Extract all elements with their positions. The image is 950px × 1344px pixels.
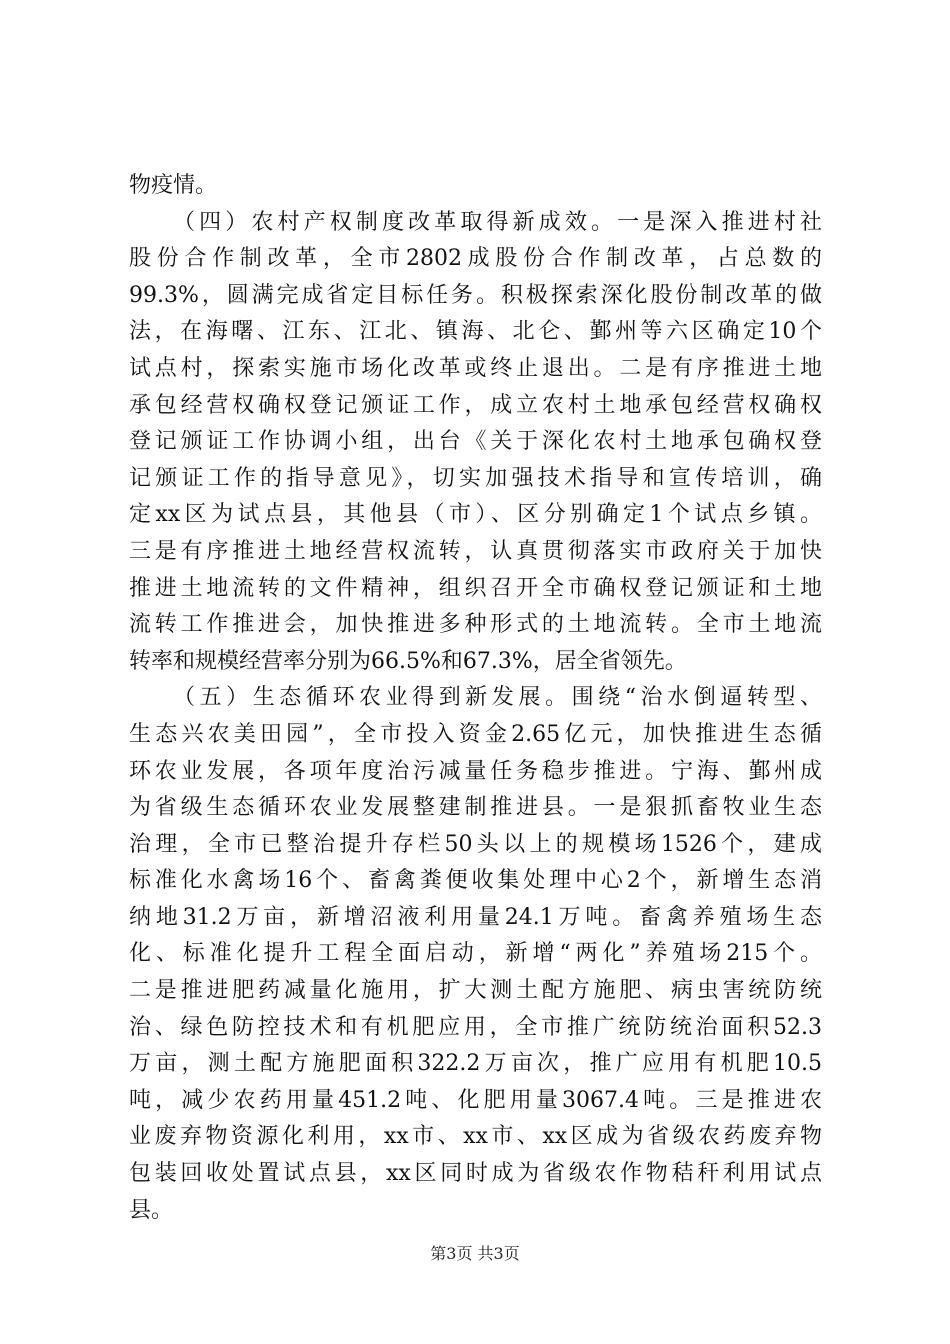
text-line: 记颁证工作的指导意见》，切实加强技术指导和宣传培训，确 xyxy=(129,465,822,491)
text-line: 万亩，测土配方施肥面积322.2万亩次，推广应用有机肥10.5 xyxy=(129,1051,822,1077)
text-line: 生态兴农美田园”，全市投入资金2.65亿元，加快推进生态循 xyxy=(129,721,822,747)
text-line: 治理，全市已整治提升存栏50头以上的规模场1526个，建成 xyxy=(129,831,822,857)
text-line: 标准化水禽场16个、畜禽粪便收集处理中心2个，新增生态消 xyxy=(129,868,822,894)
text-line: 流转工作推进会，加快推进多种形式的土地流转。全市土地流 xyxy=(129,612,822,638)
text-line: 业废弃物资源化利用，xx市、xx市、xx区成为省级农药废弃物 xyxy=(129,1124,822,1150)
text-line: 为省级生态循环农业发展整建制推进县。一是狠抓畜牧业生态 xyxy=(129,795,822,821)
text-line: 法，在海曙、江东、江北、镇海、北仑、鄞州等六区确定10个 xyxy=(129,319,822,345)
text-line: 登记颁证工作协调小组，出台《关于深化农村土地承包确权登 xyxy=(129,429,822,455)
text-line: 定xx区为试点县，其他县（市）、区分别确定1个试点乡镇。 xyxy=(129,502,822,528)
paragraph-heading-line: （五）生态循环农业得到新发展。围绕“治水倒逼转型、 xyxy=(173,685,822,711)
text-line: 承包经营权确权登记颁证工作，成立农村土地承包经营权确权 xyxy=(129,392,822,418)
text-line: 99.3%，圆满完成省定目标任务。积极探索深化股份制改革的做 xyxy=(129,282,822,308)
document-body xyxy=(129,168,822,1229)
text-line: 吨，减少农药用量451.2吨、化肥用量3067.4吨。三是推进农 xyxy=(129,1087,822,1113)
paragraph-heading-line: （四）农村产权制度改革取得新成效。一是深入推进村社 xyxy=(173,209,822,235)
text-line: 环农业发展，各项年度治污减量任务稳步推进。宁海、鄞州成 xyxy=(129,758,822,784)
text-line: 县。 xyxy=(129,1197,174,1223)
text-line: 包装回收处置试点县，xx区同时成为省级农作物秸秆利用试点 xyxy=(129,1161,822,1187)
text-line: 治、绿色防控技术和有机肥应用，全市推广统防统治面积52.3 xyxy=(129,1014,822,1040)
text-line: 化、标准化提升工程全面启动，新增“两化”养殖场215个。 xyxy=(129,941,822,967)
text-line: 纳地31.2万亩，新增沼液利用量24.1万吨。畜禽养殖场生态 xyxy=(129,904,822,930)
text-line: 二是推进肥药减量化施用，扩大测土配方施肥、病虫害统防统 xyxy=(129,978,822,1004)
text-line: 三是有序推进土地经营权流转，认真贯彻落实市政府关于加快 xyxy=(129,538,822,564)
page-number-footer: 第3页 共3页 xyxy=(430,1244,520,1263)
text-line: 股份合作制改革，全市2802成股份合作制改革，占总数的 xyxy=(129,246,822,272)
text-line: 试点村，探索实施市场化改革或终止退出。二是有序推进土地 xyxy=(129,355,822,381)
text-line: 转率和规模经营率分别为66.5%和67.3%，居全省领先。 xyxy=(129,648,687,674)
text-line: 物疫情。 xyxy=(129,173,218,198)
text-line: 推进土地流转的文件精神，组织召开全市确权登记颁证和土地 xyxy=(129,575,822,601)
